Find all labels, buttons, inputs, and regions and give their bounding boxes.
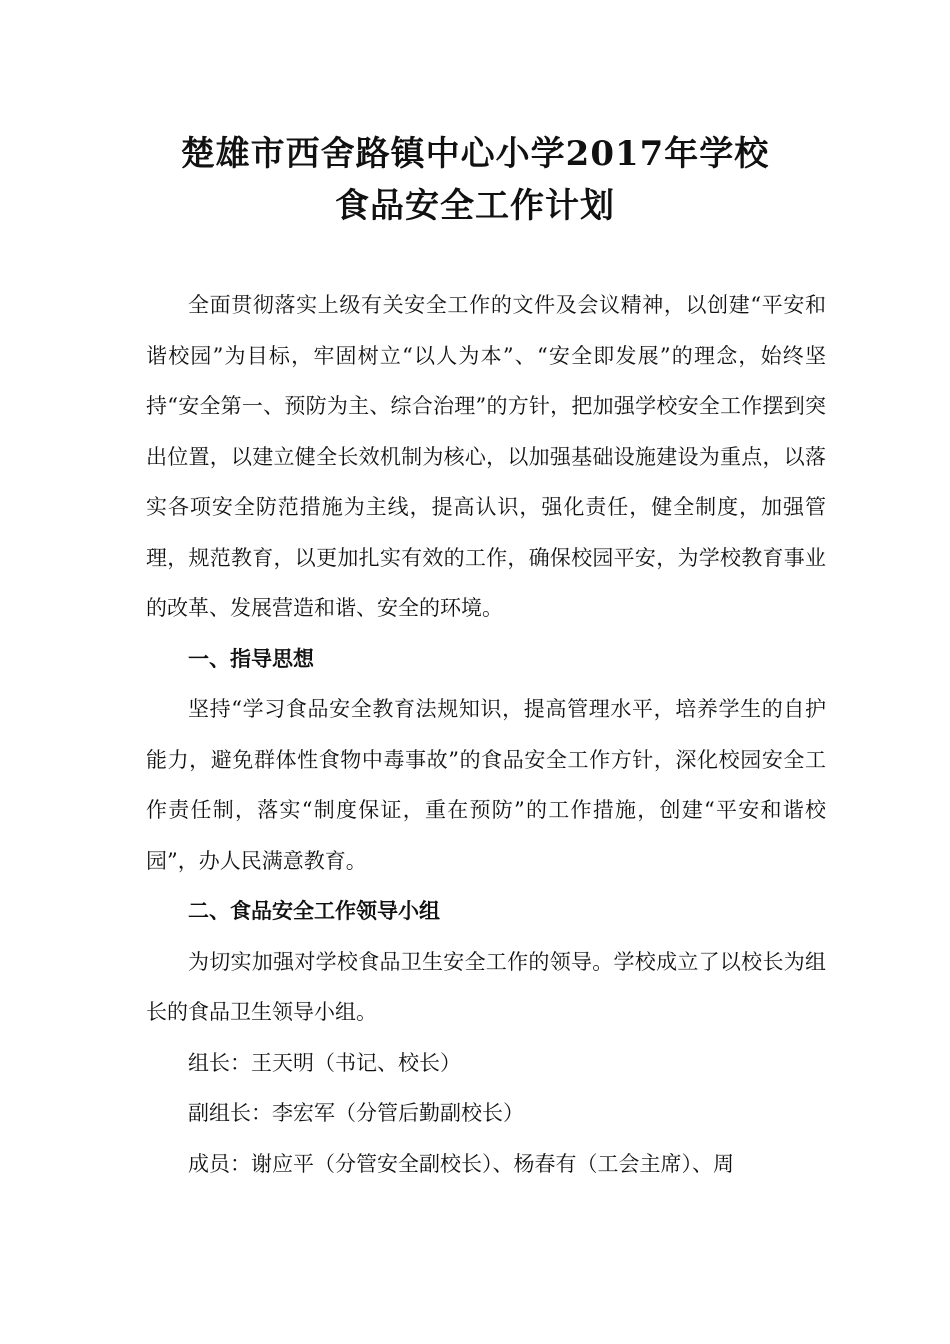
document-body	[146, 280, 826, 1189]
members-line: 成员：谢应平（分管安全副校长）、杨春有（工会主席）、周	[188, 1151, 734, 1176]
intro-paragraph: 全面贯彻落实上级有关安全工作的文件及会议精神，以创建“平安和谐校园”为目标，牢固树立“以人为本”、“安全即发展”的理念，始终坚持“安全第一、预防为主、综合治理”的方针，把加强学校安全工作摆到突出位置，以建立健全长效机制为核心，以加强基础设施建设为重点，以落实各项安全防范措施为主线，提高认识，强化责任，健全制度，加强管理，规范教育，以更加扎实有效的工作，确保校园平安，为学校教育事业的改革、发展营造和谐、安全的环境。	[146, 293, 826, 620]
section-2-heading: 二、食品安全工作领导小组	[188, 898, 440, 923]
section-2-paragraph: 为切实加强对学校食品卫生安全工作的领导。学校成立了以校长为组长的食品卫生领导小组。	[146, 949, 826, 1024]
section-1-paragraph: 坚持“学习食品安全教育法规知识，提高管理水平，培养学生的自护能力，避免群体性食物中毒事故”的食品安全工作方针，深化校园安全工作责任制，落实“制度保证，重在预防”的工作措施，创建“平安和谐校园”，办人民满意教育。	[146, 697, 826, 873]
section-1-heading: 一、指导思想	[188, 645, 314, 671]
document-title-line-1: 楚雄市西舍路镇中心小学2017年学校	[180, 134, 770, 174]
document-title-line-2: 食品安全工作计划	[335, 186, 615, 226]
deputy-leader-line: 副组长：李宏军（分管后勤副校长）	[188, 1101, 524, 1125]
leader-line: 组长：王天明（书记、校长）	[188, 1050, 461, 1075]
